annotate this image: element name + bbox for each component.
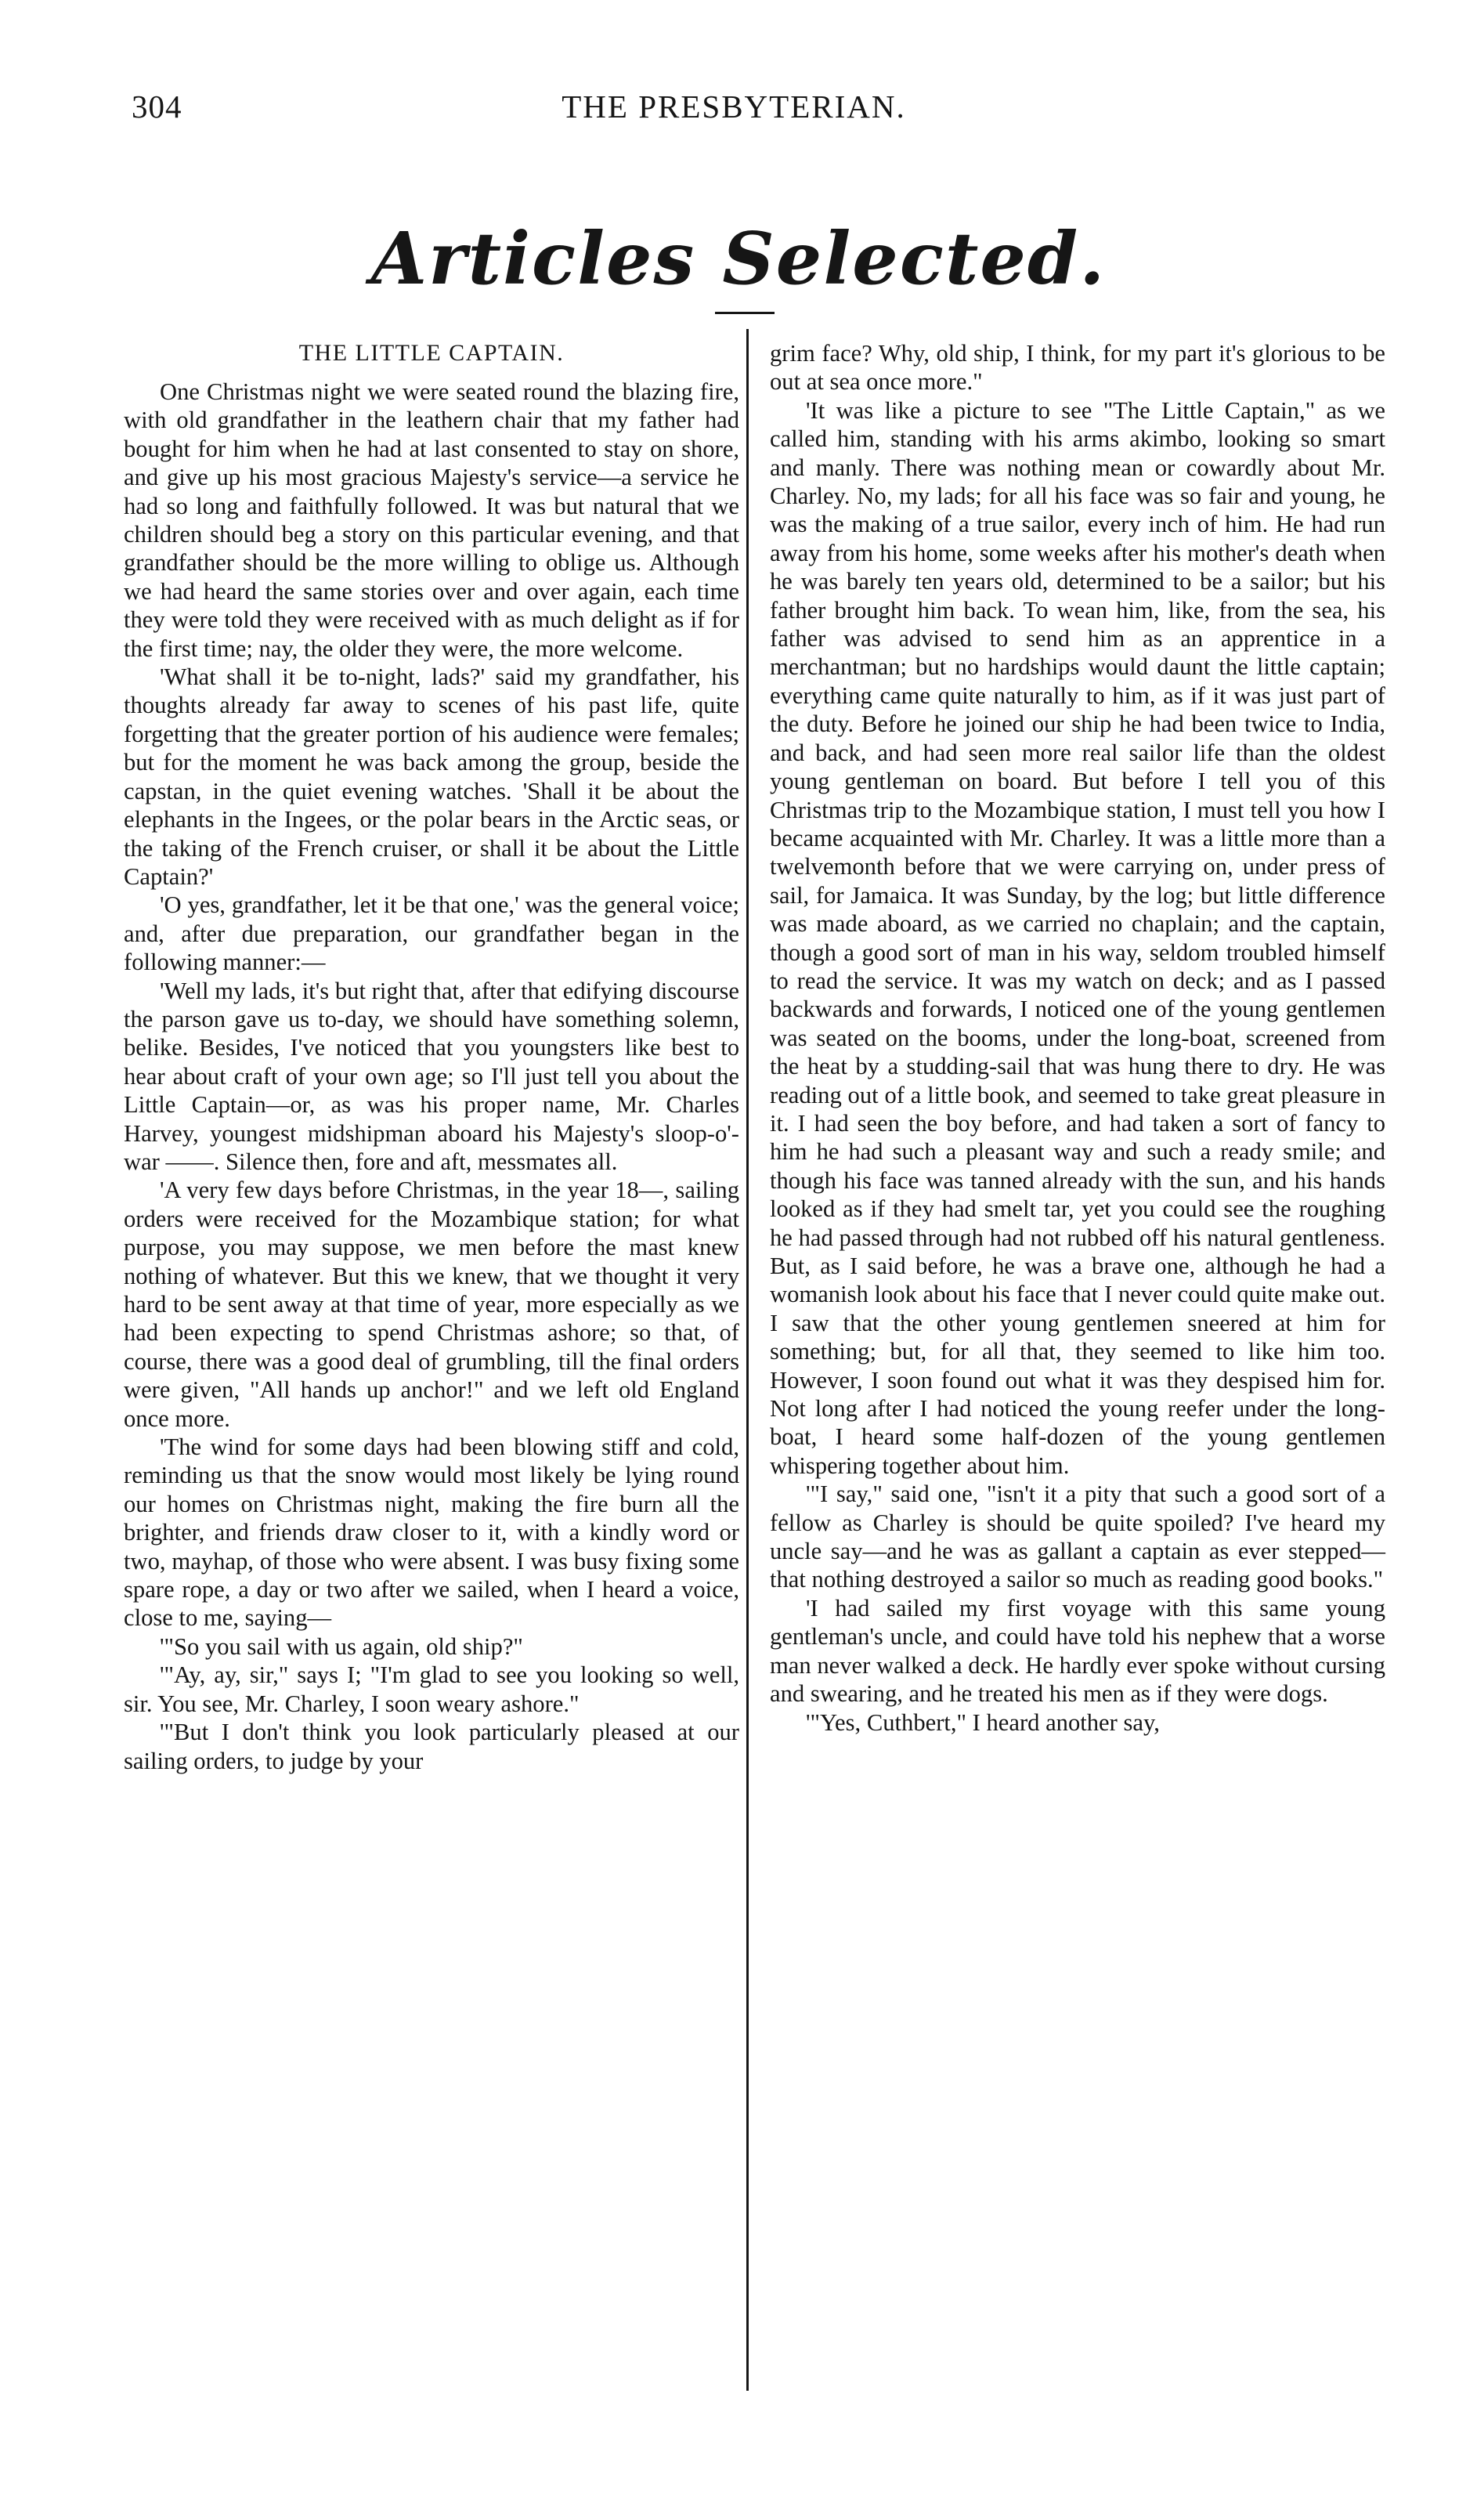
paragraph: '"Ay, ay, sir," says I; "I'm glad to see you looking so well, sir. You see, Mr. Charley, I soon weary ashore.": [124, 1661, 739, 1717]
column-rule: [746, 329, 749, 2391]
paragraph: '"Yes, Cuthbert," I heard another say,: [806, 1708, 1160, 1736]
paragraph: 'What shall it be to-night, lads?' said my grandfather, his thoughts already far away to scenes of his past life, quite forgetting that the greater portion of his audience were females; but for the moment he was back among the group, beside the capstan, in the quiet evening watches. 'Shall it be about the elephants in the Ingees, or the polar bears in the Arctic seas, or the taking of the French cruiser, or shall it be about the Little Captain?': [124, 663, 739, 890]
paragraph: 'A very few days before Christmas, in the year 18—, sailing orders were received for the Mozambique station; for what purpose, you may suppose, we men before the mast knew nothing of whatever. But this we knew, that we thought it very hard to be sent away at that time of year, more especially as we had been expecting to spend Christmas ashore; so that, of course, there was a good deal of grumbling, till the final orders were given, "All hands up anchor!" and we left old England once more.: [124, 1177, 739, 1432]
paragraph: 'It was like a picture to see "The Little Captain," as we called him, standing with his arms akimbo, looking so smart and manly. There was nothing mean or cowardly about Mr. Charley. No, my lads; for all his face was so fair and young, he was the making of a true sailor, every inch of him. He had run away from his home, some weeks after his mother's death when he was barely ten years old, determined to be a sailor; but his father brought him back. To wean him, like, from the sea, his father was advised to send him as an apprentice in a merchantman; but no hardships would daunt the little captain; everything came quite naturally to him, as if it was just part of the duty. Before he joined our ship he had been twice to India, and back, and had seen more real sailor life than the oldest young gentleman on board. But before I tell you of this Christmas trip to the Mozambique station, I must tell you how I became acquainted with Mr. Charley. It was a little more than a twelvemonth before that we were carrying on, under press of sail, for Jamaica. It was Sunday, by the log; but little difference was made aboard, as we carried no chaplain; and the captain, though a good sort of man in his way, seldom troubled himself to read the service. It was my watch on deck; and as I passed backwards and forwards, I noticed one of the young gentlemen was seated on the booms, under the long-boat, screened from the heat by a studding-sail that was hung there to dry. He was reading out of a little book, and seemed to take great pleasure in it. I had seen the boy before, and had taken a sort of fancy to him he had such a pleasant way and such a ready smile; and though his face was tanned already with the sun, and his hands looked as if they had smelt tar, yet you could see the roughing he had passed through had not rubbed off his natural gentleness. But, as I said before, he was a brave one, although he had a womanish look about his face that I never could quite make out. I saw that the other young gentlemen sneered at him for something; but, for all that, they seemed to like him too. However, I soon found out what it was they despised him for. Not long after I had noticed the young reefer under the long-boat, I heard some half-dozen of the young gentlemen whispering together about him.: [770, 396, 1385, 1479]
left-column: [124, 339, 739, 1775]
paragraph: '"I say," said one, "isn't it a pity that such a good sort of a fellow as Charley is should be quite spoiled? I've heard my uncle say—and he was as gallant a captain as ever stepped—that nothing destroyed a sailor so much as reading good books.": [770, 1481, 1385, 1593]
page-number: 304: [132, 89, 182, 125]
paragraph: One Christmas night we were seated round the blazing fire, with old grandfather in the leathern chair that my father had bought for him when he had at last consented to stay on shore, and give up his most gracious Majesty's service—a service he had so long and faithfully followed. It was but natural that we children should beg a story on this particular evening, and that grandfather should be the more willing to oblige us. Although we had heard the same stories over and over again, each time they were told they were received with as much delight as if for the first time; nay, the older they were, the more welcome.: [124, 378, 739, 662]
paragraph: 'Well my lads, it's but right that, after that edifying discourse the parson gave us to-day, we should have something solemn, belike. Besides, I've noticed that you youngsters like best to hear about craft of your own age; so I'll just tell you about the Little Captain—or, as was his proper name, Mr. Charles Harvey, youngest midshipman aboard his Majesty's sloop-o'-war ——. Silence then, fore and aft, messmates all.: [124, 977, 739, 1175]
paragraph: 'I had sailed my first voyage with this same young gentleman's uncle, and could have told his nephew that a worse man never walked a deck. He hardly ever spoke without cursing and swearing, and he treated his men as if they were dogs.: [770, 1594, 1385, 1708]
right-column: [770, 339, 1385, 1737]
section-title: Articles Selected.: [370, 216, 1107, 301]
paragraph: '"But I don't think you look particularly pleased at our sailing orders, to judge by your: [124, 1719, 739, 1774]
paragraph: '"So you sail with us again, old ship?": [160, 1632, 523, 1660]
article-title: THE LITTLE CAPTAIN.: [298, 340, 565, 366]
page-header: [132, 88, 1336, 135]
running-head: THE PRESBYTERIAN.: [562, 89, 906, 125]
paragraph: 'The wind for some days had been blowing stiff and cold, reminding us that the snow would most likely be lying round our homes on Christmas night, making the fire burn all the brighter, and friends draw closer to it, with a kindly word or two, mayhap, of those who were absent. I was busy fixing some spare rope, a day or two after we sailed, when I heard a voice, close to me, saying—: [124, 1434, 739, 1632]
title-rule: [715, 312, 775, 314]
paragraph: 'O yes, grandfather, let it be that one,' was the general voice; and, after due preparation, our grandfather began in the following manner:—: [124, 891, 739, 976]
paragraph-continued: grim face? Why, old ship, I think, for my part it's glorious to be out at sea once more.": [770, 340, 1385, 396]
